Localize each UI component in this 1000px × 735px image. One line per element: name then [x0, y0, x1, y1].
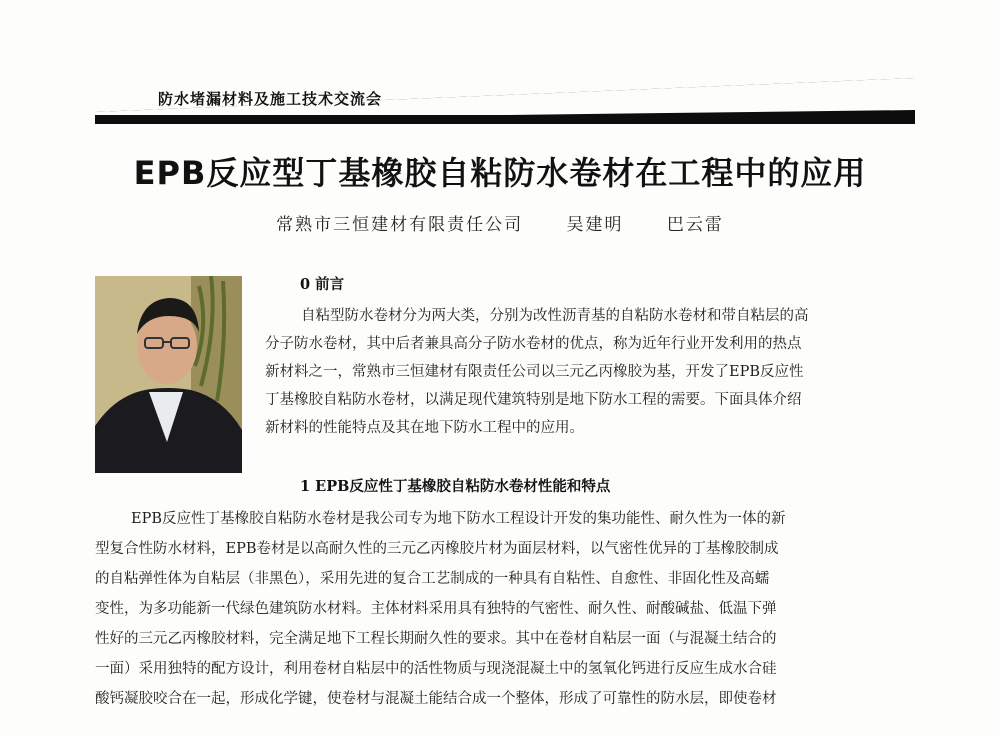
intro-paragraph [265, 302, 915, 442]
text-line: 新材料之一，常熟市三恒建材有限责任公司以三元乙丙橡胶为基，开发了EPB反应性 [265, 364, 804, 380]
section-heading-properties: 1 EPB反应性丁基橡胶自粘防水卷材性能和特点 [300, 478, 611, 495]
text-line: 自粘型防水卷材分为两大类，分别为改性沥青基的自粘防水卷材和带自粘层的高 [301, 308, 809, 324]
text-line: 的自粘弹性体为自粘层（非黑色），采用先进的复合工艺制成的一种具有自粘性、自愈性、非固化性及高蠕 [95, 571, 770, 587]
text-line: 酸钙凝胶咬合在一起，形成化学键，使卷材与混凝土能结合成一个整体，形成了可靠性的防水层，即使卷材 [95, 691, 777, 707]
text-line: 丁基橡胶自粘防水卷材，以满足现代建筑特别是地下防水工程的需要。下面具体介绍 [265, 392, 802, 408]
text-line: 性好的三元乙丙橡胶材料，完全满足地下工程长期耐久性的要求。其中在卷材自粘层一面（与混凝土结合的 [95, 631, 777, 647]
author-name: 吴建明 [566, 215, 624, 235]
section-heading-intro: 0 前言 [300, 276, 345, 293]
author-name: 巴云雷 [666, 215, 724, 235]
properties-paragraph [95, 504, 917, 714]
author-photo [95, 276, 242, 473]
conference-header: 防水堵漏材料及施工技术交流会 [158, 90, 383, 108]
text-line: 一面）采用独特的配方设计，利用卷材自粘层中的活性物质与现浇混凝土中的氢氧化钙进行反应生成水合硅 [95, 661, 777, 677]
byline [0, 210, 1000, 235]
text-line: 变性，为多功能新一代绿色建筑防水材料。主体材料采用具有独特的气密性、耐久性、耐酸碱盐、低温下弹 [95, 601, 777, 617]
article-title: EPB反应型丁基橡胶自粘防水卷材在工程中的应用 [133, 154, 867, 192]
company-name: 常熟市三恒建材有限责任公司 [276, 215, 524, 235]
text-line: 型复合性防水材料，EPB卷材是以高耐久性的三元乙丙橡胶片材为面层材料，以气密性优异的丁基橡胶制成 [95, 541, 779, 557]
text-line: EPB反应性丁基橡胶自粘防水卷材是我公司专为地下防水工程设计开发的集功能性、耐久性为一体的新 [131, 511, 786, 527]
text-line: 分子防水卷材，其中后者兼具高分子防水卷材的优点，称为近年行业开发利用的热点 [265, 336, 802, 352]
text-line: 新材料的性能特点及其在地下防水工程中的应用。 [265, 420, 584, 436]
